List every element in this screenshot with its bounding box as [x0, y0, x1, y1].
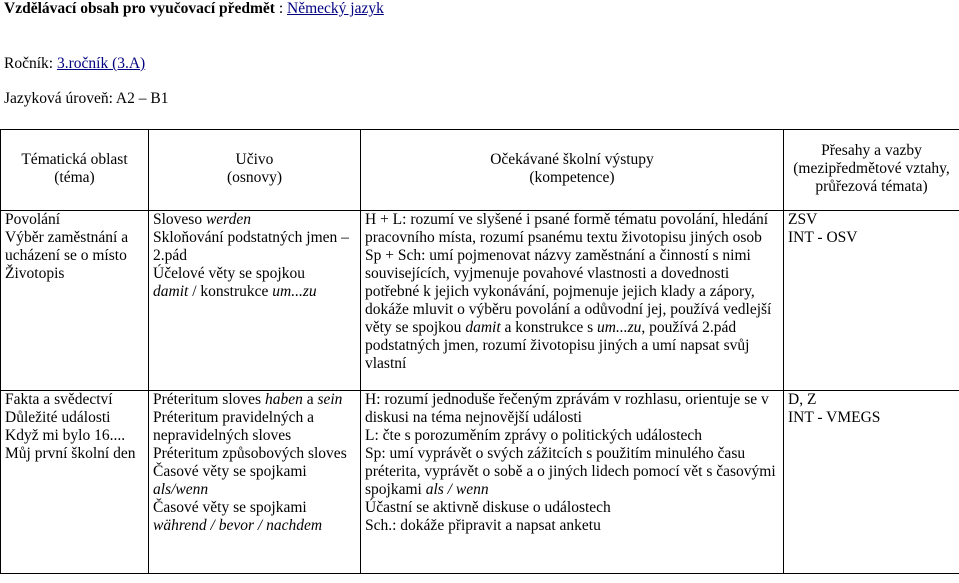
content-item: während / bevor / nachdem	[153, 517, 323, 534]
outcome-item: H + L: rozumí ve slyšené i psané formě tématu povolání, hledání pracovního místa, rozumí psanému textu životopisu jiných osob	[365, 211, 769, 246]
outcome-item: L: čte s porozuměním zprávy o politických událostech	[365, 427, 703, 444]
topic-item: Životopis	[5, 265, 65, 282]
content-item: Sloveso werden	[153, 211, 252, 228]
topic-item: Fakta a svědectví	[5, 391, 113, 408]
topic-item: Povolání	[5, 211, 61, 228]
subject-label: Vzdělávací obsah pro vyučovací předmět	[4, 0, 275, 17]
link-item: ZSV	[788, 211, 818, 228]
subject-separator: :	[274, 0, 288, 17]
links-cell	[784, 391, 959, 574]
content-item: Préteritum pravidelných a nepravidelných sloves	[153, 409, 314, 444]
content-item: Préteritum způsobových sloves	[153, 445, 347, 462]
outcome-item: Sch.: dokáže připravit a napsat anketu	[365, 517, 601, 534]
curriculum-table	[0, 129, 959, 574]
content-item: als/wenn	[153, 481, 209, 498]
content-item: Préteritum sloves haben a sein	[153, 391, 343, 408]
outcome-item: Sp + Sch: umí pojmenovat názvy zaměstnání a činností s nimi souvisejících, vyjmenuje povahové vlastnosti a dovednosti potřebné k jejich vykonávání, pojmenuje jejich klady a zápory, dokáže mluvit o výběru povolání a odůvodní jej, používá vedlejší věty se spojkou damit a konstrukce s um...zu, používá 2.pád podstatných jmen, rozumí životopisu jiných a umí napsat svůj vlastní	[365, 247, 772, 372]
content-item: Účelové věty se spojkou	[153, 265, 305, 282]
link-item: INT - VMEGS	[788, 409, 881, 426]
links-cell	[784, 211, 959, 391]
content-item: Časové věty se spojkami	[153, 499, 307, 516]
header-links: Přesahy a vazby (mezipředmětové vztahy, průřezová témata)	[784, 130, 959, 211]
topic-cell	[1, 391, 149, 574]
outcomes-cell	[361, 391, 784, 574]
grade-line	[4, 55, 145, 73]
grade-value: 3.ročník (3.A)	[56, 55, 146, 72]
content-item: Časové věty se spojkami	[153, 463, 307, 480]
level-line: Jazyková úroveň: A2 – B1	[4, 90, 169, 107]
topic-item: Důležité události	[5, 409, 111, 426]
content-cell	[149, 391, 361, 574]
header-outcomes: Očekávané školní výstupy (kompetence)	[361, 130, 784, 211]
outcomes-cell	[361, 211, 784, 391]
topic-item: Výběr zaměstnání a ucházení se o místo	[5, 229, 129, 264]
outcome-item: Účastní se aktivně diskuse o událostech	[365, 499, 611, 516]
table-row	[1, 391, 959, 574]
topic-item: Když mi bylo 16....	[5, 427, 126, 444]
subject-line	[4, 0, 384, 18]
topic-item: Můj první školní den	[5, 445, 136, 462]
content-item: damit / konstrukce um...zu	[153, 283, 317, 300]
table-row	[1, 211, 959, 391]
link-item: INT - OSV	[788, 229, 858, 246]
subject-value: Německý jazyk	[287, 0, 384, 17]
link-item: D, Z	[788, 391, 817, 408]
grade-label: Ročník:	[4, 55, 57, 72]
outcome-item: H: rozumí jednoduše řečeným zprávám v rozhlasu, orientuje se v diskusi na téma nejnovější události	[365, 391, 769, 426]
content-item: Skloňování podstatných jmen – 2.pád	[153, 229, 349, 264]
outcome-item: Sp: umí vyprávět o svých zážitcích s použitím minulého času préterita, vyprávět o sobě a o jiných lidech pomocí vět s časovými spojkami als / wenn	[365, 445, 776, 498]
content-cell	[149, 211, 361, 391]
header-content: Učivo (osnovy)	[149, 130, 361, 211]
topic-cell	[1, 211, 149, 391]
header-topic: Tématická oblast (téma)	[1, 130, 149, 211]
table-header-row	[1, 130, 959, 211]
